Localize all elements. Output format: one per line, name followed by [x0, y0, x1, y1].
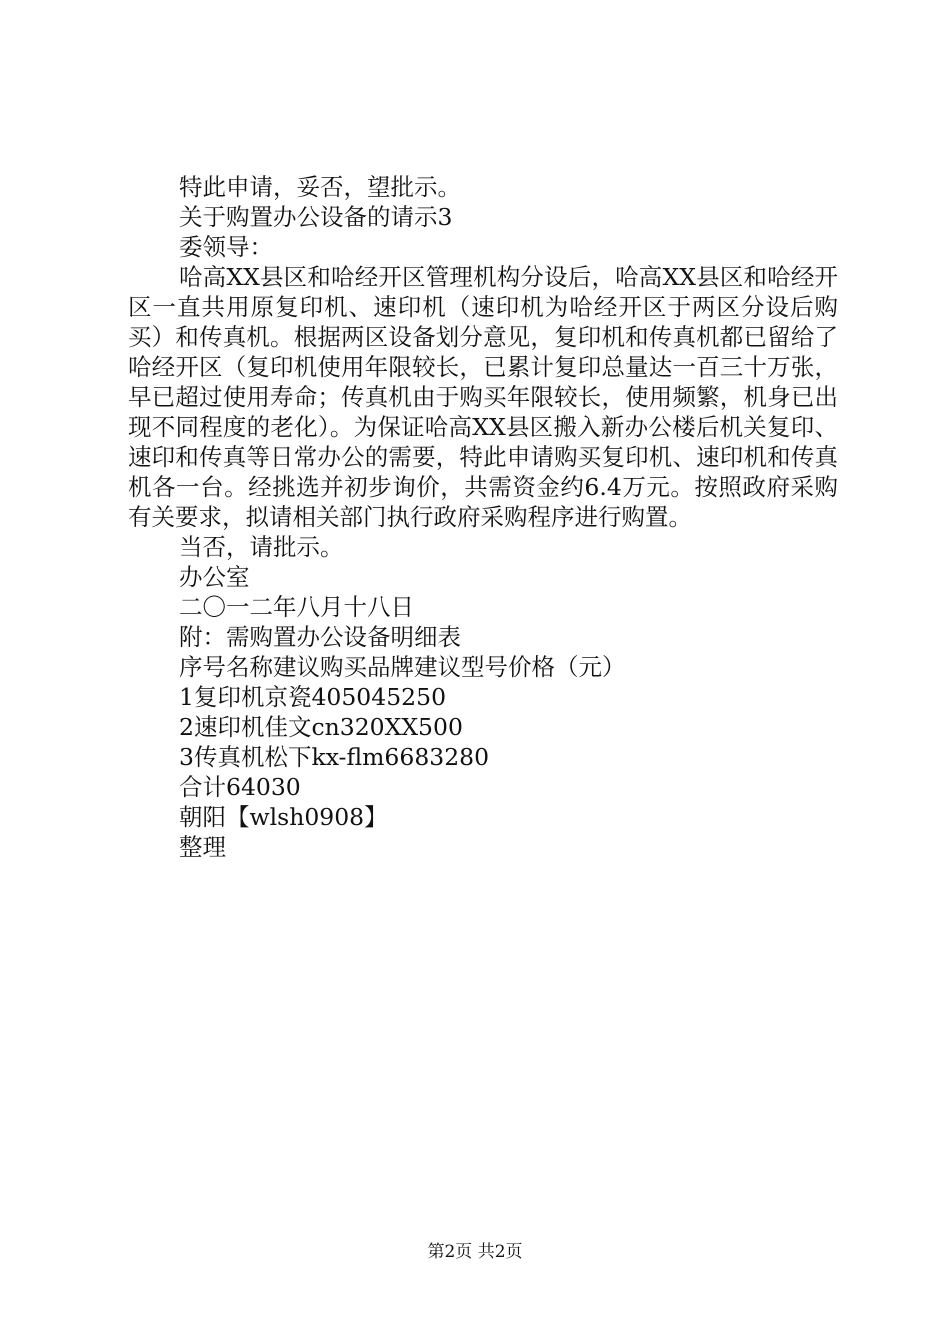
- approval-request-line: 当否，请批示。: [179, 533, 344, 561]
- sender-office: 办公室: [179, 563, 250, 591]
- document-date: 二〇一二年八月十八日: [179, 593, 414, 621]
- compiled-note: 整理: [179, 833, 226, 861]
- attachment-title: 附：需购置办公设备明细表: [179, 623, 461, 651]
- table-row: 2速印机佳文cn320XX500: [179, 713, 463, 741]
- source-credit: 朝阳【wlsh0908】: [179, 803, 388, 831]
- section-title: 关于购置办公设备的请示3: [179, 203, 453, 231]
- table-row: 1复印机京瓷405045250: [179, 683, 447, 711]
- closing-request-line: 特此申请，妥否，望批示。: [179, 173, 461, 201]
- body-paragraph: 哈高XX县区和哈经开区管理机构分设后，哈高XX县区和哈经开区一直共用原复印机、速印机（速印机为哈经开区于两区分设后购买）和传真机。根据两区设备划分意见，复印机和传真机都已留给了哈经开区（复印机使用年限较长，已累计复印总量达一百三十万张，早已超过使用寿命；传真机由于购买年限较长，使用频繁，机身已出现不同程度的老化）。为保证哈高XX县区搬入新办公楼后机关复印、速印和传真等日常办公的需要，特此申请购买复印机、速印机和传真机各一台。经挑选并初步询价，共需资金约6.4万元。按照政府采购有关要求，拟请相关部门执行政府采购程序进行购置。: [128, 263, 838, 531]
- page-number-footer: 第2页 共2页: [427, 1242, 523, 1262]
- salutation: 委领导：: [179, 233, 273, 261]
- document-body: [128, 172, 838, 862]
- table-row: 3传真机松下kx-flm6683280: [179, 743, 490, 771]
- table-total-line: 合计64030: [179, 773, 301, 801]
- table-header-line: 序号名称建议购买品牌建议型号价格（元）: [179, 653, 626, 681]
